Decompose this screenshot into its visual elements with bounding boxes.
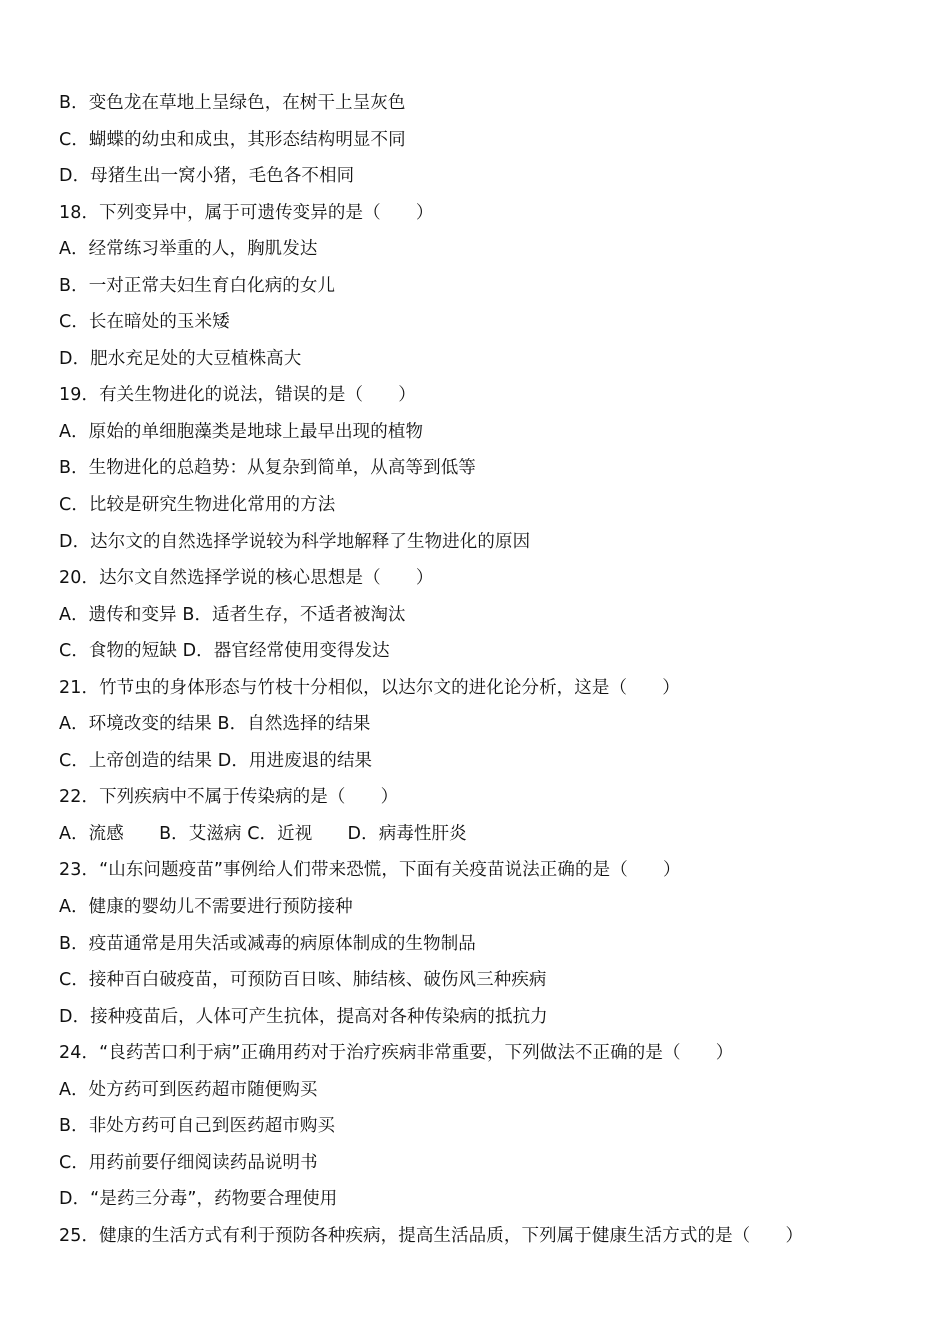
option-24c: C．用药前要仔细阅读药品说明书 xyxy=(59,1152,318,1173)
option-24b: B．非处方药可自己到医药超市购买 xyxy=(59,1116,336,1137)
option-19d: D．达尔文的自然选择学说较为科学地解释了生物进化的原因 xyxy=(59,531,531,552)
option-19a: A．原始的单细胞藻类是地球上最早出现的植物 xyxy=(59,421,424,442)
question-23: 23．“山东问题疫苗”事例给人们带来恐慌，下面有关疫苗说法正确的是（ ） xyxy=(59,860,681,881)
option-23c: C．接种百白破疫苗，可预防百日咳、肺结核、破伤风三种疾病 xyxy=(59,970,547,991)
question-22: 22．下列疾病中不属于传染病的是（ ） xyxy=(59,787,399,808)
option-18b: B．一对正常夫妇生育白化病的女儿 xyxy=(59,275,336,296)
question-19: 19．有关生物进化的说法，错误的是（ ） xyxy=(59,385,416,406)
question-24: 24．“良药苦口利于病”正确用药对于治疗疾病非常重要，下列做法不正确的是（ ） xyxy=(59,1043,734,1064)
options-21ab: A．环境改变的结果 B．自然选择的结果 xyxy=(59,714,371,735)
option-17c: C．蝴蝶的幼虫和成虫，其形态结构明显不同 xyxy=(59,129,406,150)
question-text-block xyxy=(59,85,919,1255)
option-17d: D．母猪生出一窝小猪，毛色各不相同 xyxy=(59,166,355,187)
option-24a: A．处方药可到医药超市随便购买 xyxy=(59,1079,318,1100)
option-19b: B．生物进化的总趋势：从复杂到简单，从高等到低等 xyxy=(59,458,476,479)
option-18d: D．肥水充足处的大豆植株高大 xyxy=(59,348,302,369)
option-23b: B．疫苗通常是用失活或减毒的病原体制成的生物制品 xyxy=(59,933,476,954)
option-23a: A．健康的婴幼儿不需要进行预防接种 xyxy=(59,897,353,918)
options-21cd: C．上帝创造的结果 D．用进废退的结果 xyxy=(59,750,373,771)
option-17b: B．变色龙在草地上呈绿色，在树干上呈灰色 xyxy=(59,93,406,113)
option-19c: C．比较是研究生物进化常用的方法 xyxy=(59,495,336,516)
option-24d: D．“是药三分毒”，药物要合理使用 xyxy=(59,1189,338,1210)
question-18: 18．下列变异中，属于可遗传变异的是（ ） xyxy=(59,202,434,223)
question-25: 25．健康的生活方式有利于预防各种疾病，提高生活品质，下列属于健康生活方式的是（ ） xyxy=(59,1225,804,1246)
option-18a: A．经常练习举重的人，胸肌发达 xyxy=(59,239,318,260)
option-23d: D．接种疫苗后，人体可产生抗体，提高对各种传染病的抵抗力 xyxy=(59,1006,548,1027)
options-22: A．流感 B．艾滋病 C．近视 D．病毒性肝炎 xyxy=(59,823,467,844)
options-20cd: C．食物的短缺 D．器官经常使用变得发达 xyxy=(59,641,390,662)
options-20ab: A．遗传和变异 B．适者生存，不适者被淘汰 xyxy=(59,604,406,625)
question-21: 21．竹节虫的身体形态与竹枝十分相似，以达尔文的进化论分析，这是（ ） xyxy=(59,677,680,698)
question-20: 20．达尔文自然选择学说的核心思想是（ ） xyxy=(59,568,434,589)
option-18c: C．长在暗处的玉米矮 xyxy=(59,312,230,333)
